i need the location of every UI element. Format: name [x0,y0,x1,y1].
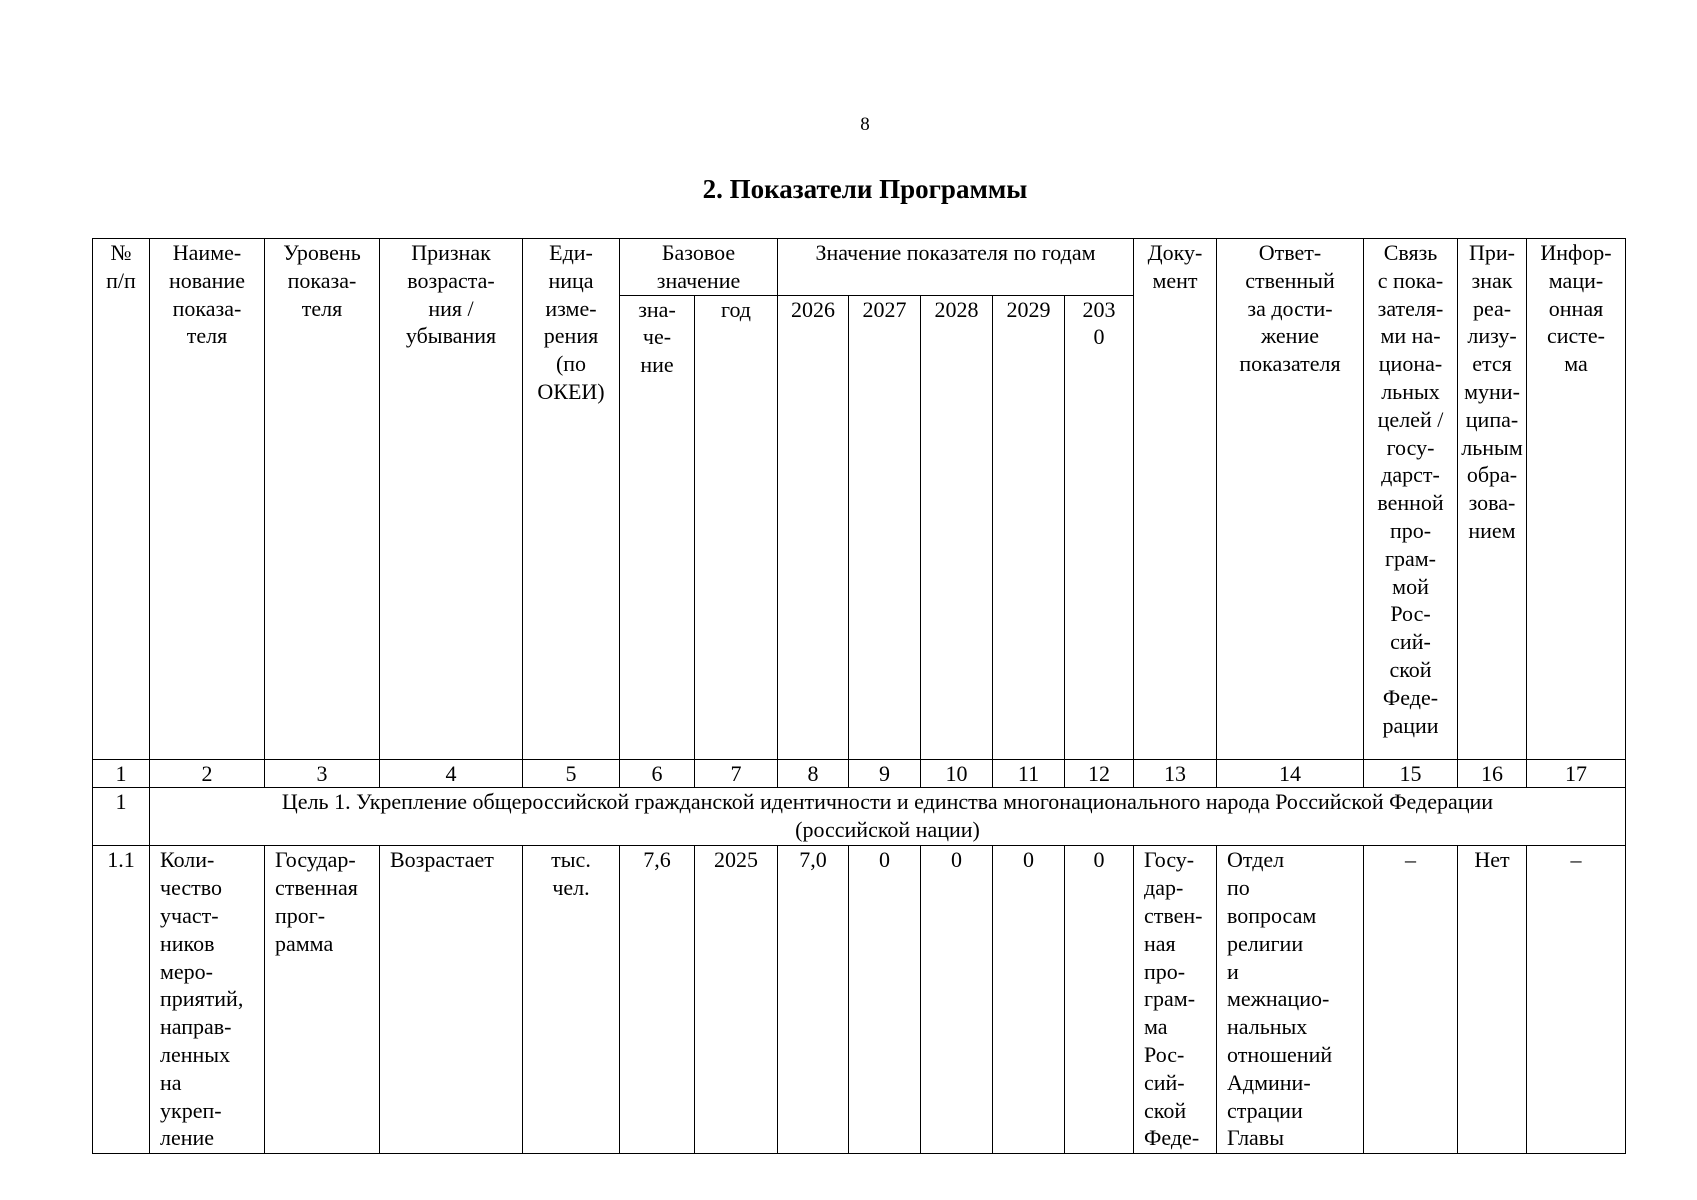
header-name: Наиме- нование показа- теля [150,239,265,760]
column-number: 2 [150,759,265,788]
header-base-value: зна- че- ние [620,295,695,759]
column-number: 3 [265,759,380,788]
column-number: 17 [1527,759,1626,788]
row-2028: 0 [921,846,993,1154]
goal-row [93,788,1626,846]
header-num: № п/п [93,239,150,760]
header-year-2028: 2028 [921,295,993,759]
column-number: 16 [1458,759,1527,788]
column-number: 7 [695,759,778,788]
header-year-2030: 203 0 [1065,295,1134,759]
page-number: 8 [860,114,870,135]
row-2027: 0 [849,846,921,1154]
header-year-2029: 2029 [993,295,1065,759]
header-municipal: При- знак реа- лизу- ется муни- ципа- льным обра- зова- нием [1458,239,1527,760]
row-name: Коли- чество участ- ников меро- приятий, направ- ленных на укреп- ление [150,846,265,1154]
column-number: 10 [921,759,993,788]
header-years-group: Значение показателя по годам [778,239,1134,296]
column-number: 12 [1065,759,1134,788]
column-number: 13 [1134,759,1217,788]
header-row [93,239,1626,296]
row-2030: 0 [1065,846,1134,1154]
row-municipal: Нет [1458,846,1527,1154]
row-trend: Возрастает [380,846,523,1154]
row-infosystem: – [1527,846,1626,1154]
column-number: 14 [1217,759,1364,788]
column-number: 4 [380,759,523,788]
goal-num: 1 [93,788,150,846]
row-responsible: Отдел по вопросам религии и межнацио- нальных отношений Админи- страции Главы [1217,846,1364,1154]
row-document: Госу- дар- ствен- ная про- грам- ма Рос- сий- ской Феде- [1134,846,1217,1154]
column-number-row [93,759,1626,788]
column-number: 1 [93,759,150,788]
row-base-value: 7,6 [620,846,695,1154]
header-year-2027: 2027 [849,295,921,759]
header-year-2026: 2026 [778,295,849,759]
column-number: 8 [778,759,849,788]
goal-text: Цель 1. Укрепление общероссийской гражданской идентичности и единства многонационального народа Российской Федерации (российской нации) [150,788,1626,846]
page-title: 2. Показатели Программы [702,174,1028,204]
column-number: 15 [1364,759,1458,788]
row-level: Государ- ственная прог- рамма [265,846,380,1154]
row-unit: тыс. чел. [523,846,620,1154]
column-number: 9 [849,759,921,788]
column-number: 5 [523,759,620,788]
row-2026: 7,0 [778,846,849,1154]
header-unit: Еди- ница изме- рения (по ОКЕИ) [523,239,620,760]
header-responsible: Ответ- ственный за дости- жение показателя [1217,239,1364,760]
header-trend: Признак возраста- ния / убывания [380,239,523,760]
header-link: Связь с пока- зателя- ми на- циона- льных целей / госу- дарст- венной про- грам- мой Рос- сий- ской Феде- рации [1364,239,1458,760]
row-link: – [1364,846,1458,1154]
header-infosystem: Инфор- маци- онная систе- ма [1527,239,1626,760]
column-number: 11 [993,759,1065,788]
row-2029: 0 [993,846,1065,1154]
row-num: 1.1 [93,846,150,1154]
header-base-year: год [695,295,778,759]
table-row [93,846,1626,1154]
column-number: 6 [620,759,695,788]
header-base-group: Базовое значение [620,239,778,296]
header-document: Доку- мент [1134,239,1217,760]
row-base-year: 2025 [695,846,778,1154]
header-level: Уровень показа- теля [265,239,380,760]
indicators-table [92,238,1626,1154]
